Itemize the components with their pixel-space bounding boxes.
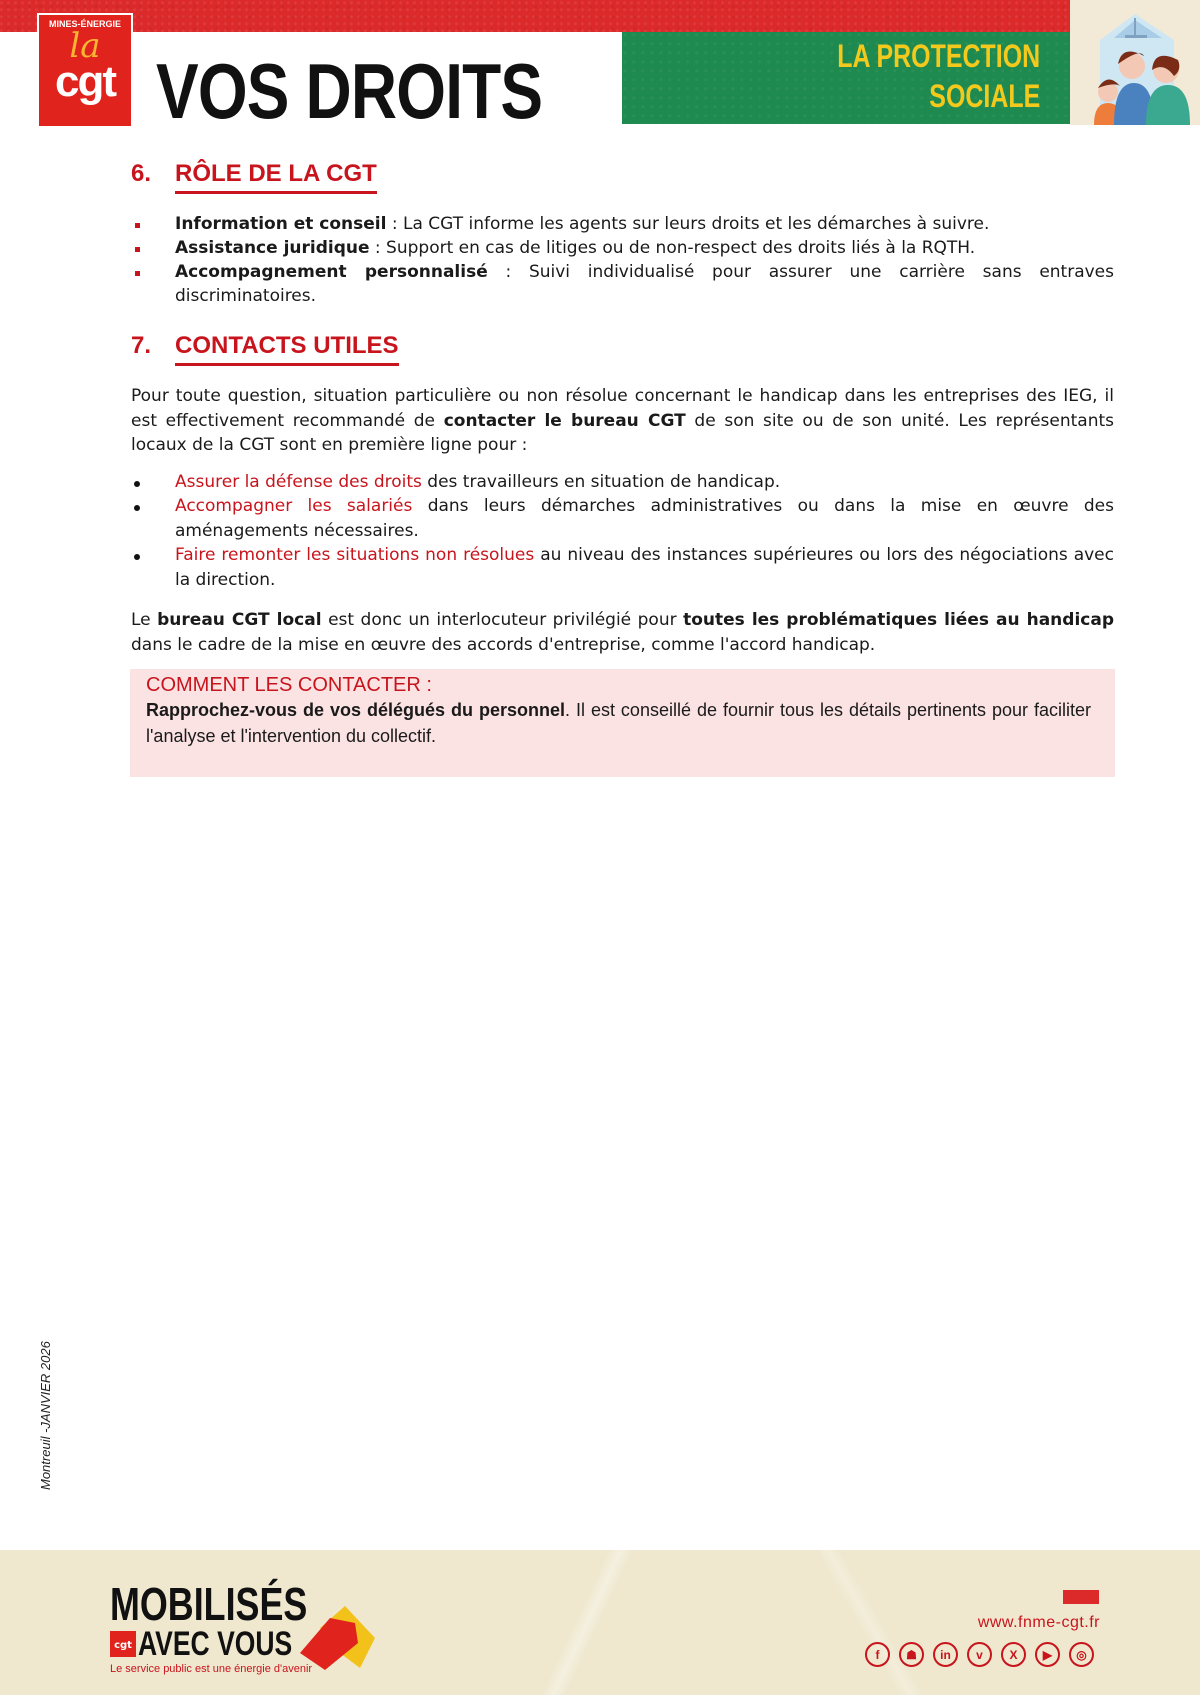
slogan-line-1: MOBILISÉS — [110, 1578, 308, 1630]
list-item — [131, 494, 1114, 543]
list-item — [131, 260, 1114, 308]
website-link[interactable]: www.fnme-cgt.fr — [977, 1614, 1100, 1631]
side-date-note: Montreuil -JANVIER 2026 — [38, 1341, 53, 1490]
logo-la-text: la — [69, 26, 101, 66]
item-text: : Support en cas de litiges ou de non-respect des droits liés à la RQTH. — [369, 238, 976, 258]
callout-text: . Il est conseillé de fournir tous les détails pertinents pour faciliter l'analyse et l'intervention du collectif. — [146, 700, 1091, 746]
list-item — [131, 543, 1114, 592]
header-red-band — [0, 0, 1070, 32]
cgt-logo — [37, 13, 133, 128]
section-7-title: CONTACTS UTILES — [175, 332, 399, 366]
role-list — [131, 212, 1114, 308]
item-label: Accompagnement personnalisé — [175, 262, 488, 282]
slogan-line-2: AVEC VOUS — [138, 1625, 293, 1663]
contacts-conclusion — [131, 608, 1114, 657]
callout-heading: COMMENT LES CONTACTER : — [146, 674, 432, 696]
contacts-intro — [131, 384, 1114, 458]
section-6-number: 6. — [131, 160, 152, 187]
logo-org-text: MINES-ÉNERGIE — [48, 19, 121, 29]
family-illustration-icon — [1070, 0, 1200, 125]
conclusion-text: Le — [131, 610, 158, 630]
section-7-heading — [131, 332, 1114, 366]
item-label: Assistance juridique — [175, 238, 370, 258]
callout-body — [146, 697, 1091, 749]
list-item — [131, 236, 1114, 260]
linkedin-icon[interactable]: in — [933, 1642, 958, 1667]
conclusion-text: est donc un interlocuteur privilégié pour — [321, 610, 684, 630]
item-text: dans leurs démarches administratives ou dans la mise en œuvre des aménagements nécessaires. — [175, 496, 1114, 541]
list-item — [131, 470, 1114, 495]
contacts-list — [131, 470, 1114, 593]
topic-banner — [622, 32, 1070, 124]
item-text: au niveau des instances supérieures ou lors des négociations avec la direction. — [175, 545, 1114, 590]
intro-text: de son site ou de son unité. Les représentants locaux de la CGT sont en première ligne pour : — [131, 410, 1115, 455]
item-text: des travailleurs en situation de handicap. — [421, 471, 781, 492]
intro-bold: contacter le bureau CGT — [443, 410, 686, 431]
instagram-icon[interactable]: ◎ — [1069, 1642, 1094, 1667]
mini-cgt-logo: cgt — [110, 1631, 136, 1657]
item-highlight: Faire remonter les situations non résolues — [175, 545, 535, 565]
item-text: : Suivi individualisé pour assurer une carrière sans entraves discriminatoires. — [175, 262, 1114, 306]
conclusion-bold: bureau CGT local — [157, 610, 322, 630]
page-title: VOS DROITS — [156, 47, 543, 135]
youtube-icon[interactable]: ▶ — [1035, 1642, 1060, 1667]
footer-red-bar — [1063, 1590, 1099, 1604]
item-highlight: Accompagner les salariés — [175, 496, 413, 516]
tagline: Le service public est une énergie d'avenir — [110, 1663, 313, 1675]
section-6-heading — [131, 160, 1114, 194]
section-6-title: RÔLE DE LA CGT — [175, 160, 377, 194]
vimeo-icon[interactable]: v — [967, 1642, 992, 1667]
main-content — [131, 160, 1114, 777]
intro-text: Pour toute question, situation particulière ou non résolue concernant le handicap dans les entreprises des IEG, il est effectivement recommandé de — [131, 386, 1114, 431]
x-icon[interactable]: X — [1001, 1642, 1026, 1667]
item-highlight: Assurer la défense des droits — [175, 471, 422, 492]
handshake-icon — [300, 1598, 380, 1678]
footer — [0, 1550, 1200, 1695]
callout-bold: Rapprochez-vous de vos délégués du personnel — [146, 700, 565, 720]
list-item — [131, 212, 1114, 236]
snapchat-icon[interactable]: ☗ — [899, 1642, 924, 1667]
logo-cgt-text: cgt — [55, 57, 115, 106]
item-text: : La CGT informe les agents sur leurs droits et les démarches à suivre. — [386, 214, 990, 234]
contact-callout — [130, 669, 1115, 777]
social-links — [865, 1642, 1094, 1667]
facebook-icon[interactable]: f — [865, 1642, 890, 1667]
banner-line-1: LA PROTECTION — [837, 38, 1040, 74]
item-label: Information et conseil — [175, 214, 387, 234]
section-7-number: 7. — [131, 332, 152, 359]
conclusion-bold: toutes les problématiques liées au handicap — [683, 610, 1114, 630]
conclusion-text: dans le cadre de la mise en œuvre des accords d'entreprise, comme l'accord handicap. — [131, 634, 876, 655]
banner-line-2: SOCIALE — [929, 78, 1040, 114]
